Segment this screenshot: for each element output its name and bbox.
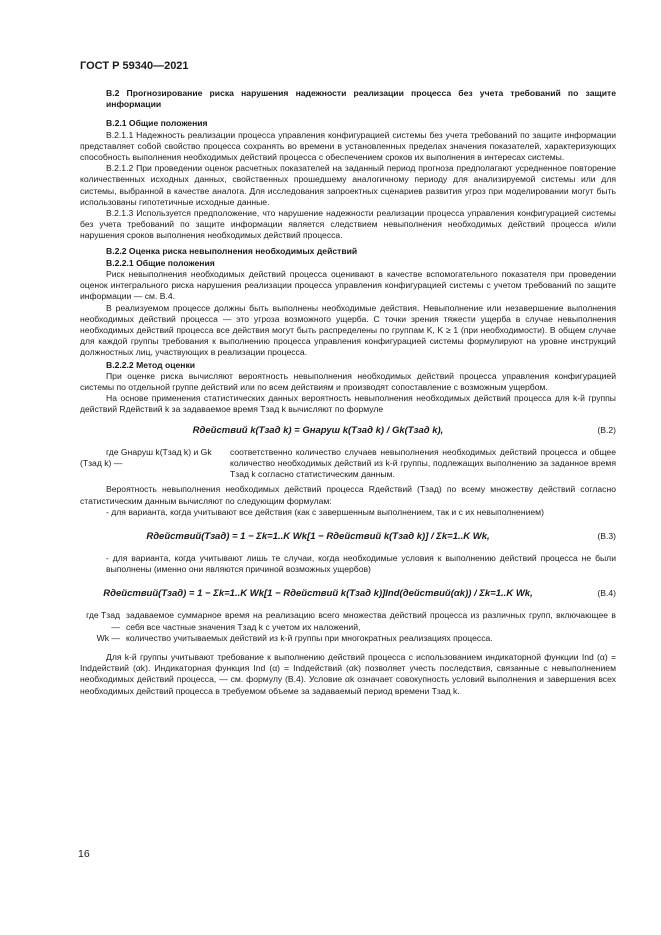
section-b22-title: В.2.2 Оценка риска невыполнения необходимых действий xyxy=(106,245,358,256)
legend-wk-symbol: Wk — xyxy=(96,632,120,643)
formula-b3-number: (В.3) xyxy=(597,530,616,541)
paragraph-b213: В.2.1.3 Используется предположение, что нарушение надежности реализации процесса управления конфигурацией системы без учета требований по защите информации является следствием невыполнения необходимых действий процесса и/или нарушения сроков выполнения необходимых действий процесса. xyxy=(80,208,616,241)
section-b2-title: В.2 Прогнозирование риска нарушения надежности реализации процесса без учета требований по защите информации xyxy=(106,88,616,110)
variant-1: - для варианта, когда учитывают все действия (как с завершенным выполнением, так и с их невыполнением) xyxy=(106,506,544,517)
legend-tzad-text: задаваемое суммарное время на реализацию всего множества действий процесса из различных групп, включающее в себя все частные значения Tзад k с учетом их наложений, xyxy=(126,610,616,632)
legend-b2-symbols: где Gнаруш k(Tзад k) и Gk (Tзад k) — xyxy=(80,446,212,468)
paragraph-b222-1: При оценке риска вычисляют вероятность невыполнения необходимых действий процесса управления конфигурацией системы по отдельной группе действий или по всем действиям и производят сопоставление с возможным ущербом. xyxy=(80,370,616,393)
standard-header: ГОСТ Р 59340—2021 xyxy=(80,60,189,72)
variant-2: - для варианта, когда учитывают лишь те случаи, когда необходимые условия к выполнению действий процесса не были выполнены (именно они являются причиной возможных ущербов) xyxy=(106,552,616,575)
legend-wk xyxy=(80,633,616,644)
paragraph-b221-1: Риск невыполнения необходимых действий процесса оценивают в качестве вспомогательного показателя при проведении оценок интегрального риска нарушения реализации процесса управления конфигурацией системы с учетом требований по защите информации — см. В.4. xyxy=(80,269,616,302)
section-b222-title: В.2.2.2 Метод оценки xyxy=(106,359,196,370)
section-b21-title: В.2.1 Общие положения xyxy=(106,118,208,129)
paragraph-prob-all: Вероятность невыполнения необходимых действий процесса Rдействий (Tзад) по всему множеству действий согласно статистическим данным вычисляют по следующим формулам: xyxy=(80,484,616,506)
paragraph-b212: В.2.1.2 При проведении оценок расчетных показателей на заданный период прогноза предполагают усредненное повторение количественных исходных данных, свойственных прошедшему аналогичному периоду для анализируемой системы или для системы, выбранной в качестве аналога. Для исследования запроектных сценариев развития угроз при моделировании могут быть использованы гипотетичные исходные данные. xyxy=(80,163,616,207)
legend-wk-text: количество учитываемых действий из k-й группы при многократных реализациях процесса. xyxy=(126,632,493,643)
formula-b2-expression: Rдействий k(Tзад k) = Gнаруш k(Tзад k) / Gk(Tзад k), xyxy=(192,424,444,436)
paragraph-b211: В.2.1.1 Надежность реализации процесса управления конфигурацией системы без учета требований по защите информации представляет собой свойство процесса сохранять во времени в установленных пределах значения показателей, характеризующих способность выполнения необходимых действий процесса с обеспечением сроков их выполнения в интересах системы. xyxy=(80,129,616,163)
legend-b2-text: соответственно количество случаев невыполнения необходимых действий процесса и общее количество необходимых действий из k-й группы, подлежащих выполнению за заданное время Tзад k согласно статистическим данным. xyxy=(230,446,616,480)
formula-b4 xyxy=(80,578,616,610)
paragraph-b221-2: В реализуемом процессе должны быть выполнены необходимые действия. Невыполнение или незавершение выполнения необходимых действий процесса — это угроза возможного ущерба. С точки зрения тяжести ущерба в случае невыполнения необходимых действий процесса все действия могут быть распределены по группам K, K ≥ 1 (при необходимости). В общем случае для каждой группы требования к выполнению процесса управления конфигурацией системы формулируют на уровне инструкций должностных лиц, участвующих в реализации процесса. xyxy=(80,302,616,358)
formula-b2-number: (В.2) xyxy=(597,424,616,435)
formula-b2 xyxy=(80,419,616,445)
formula-b3-expression: Rдействий(Tзад) = 1 − Σk=1..K Wk[1 − Rдействий k(Tзад k)] / Σk=1..K Wk, xyxy=(146,530,490,542)
legend-tzad-symbol: где Tзад — xyxy=(86,610,120,632)
page-content xyxy=(80,88,616,697)
paragraph-b222-2: На основе применения статистических данных вероятность невыполнения необходимых действий процесса для k-й группы действий Rдействий k за задаваемое время Tзад k вычисляют по формуле xyxy=(80,393,616,415)
formula-b4-expression: Rдействий(Tзад) = 1 − Σk=1..K Wk[1 − Rдействий k(Tзад k)]Ind(действий(αk)) / Σk=1..K Wk, xyxy=(103,588,533,600)
formula-b2-legend xyxy=(80,447,616,481)
formula-b3 xyxy=(80,521,616,553)
formula-b4-number: (В.4) xyxy=(597,588,616,599)
paragraph-final: Для k-й группы учитывают требование к выполнению действий процесса с использованием индикаторной функции Ind (α) = Indдействий (αk). Индикаторная функция Ind (α) = Indдействий (αk) позволяет учесть последствия, связанные с невыполнением необходимых действий процесса, — см. формулу (В.4). Условие αk означает совокупность условий выполнения и завершения всех необходимых действий процесса в требуемом объеме за задаваемый период времени Tзад k. xyxy=(80,651,616,696)
page-number: 16 xyxy=(78,848,90,860)
section-b221-title: В.2.2.1 Общие положения xyxy=(106,257,215,268)
legend-tzad xyxy=(80,610,616,632)
